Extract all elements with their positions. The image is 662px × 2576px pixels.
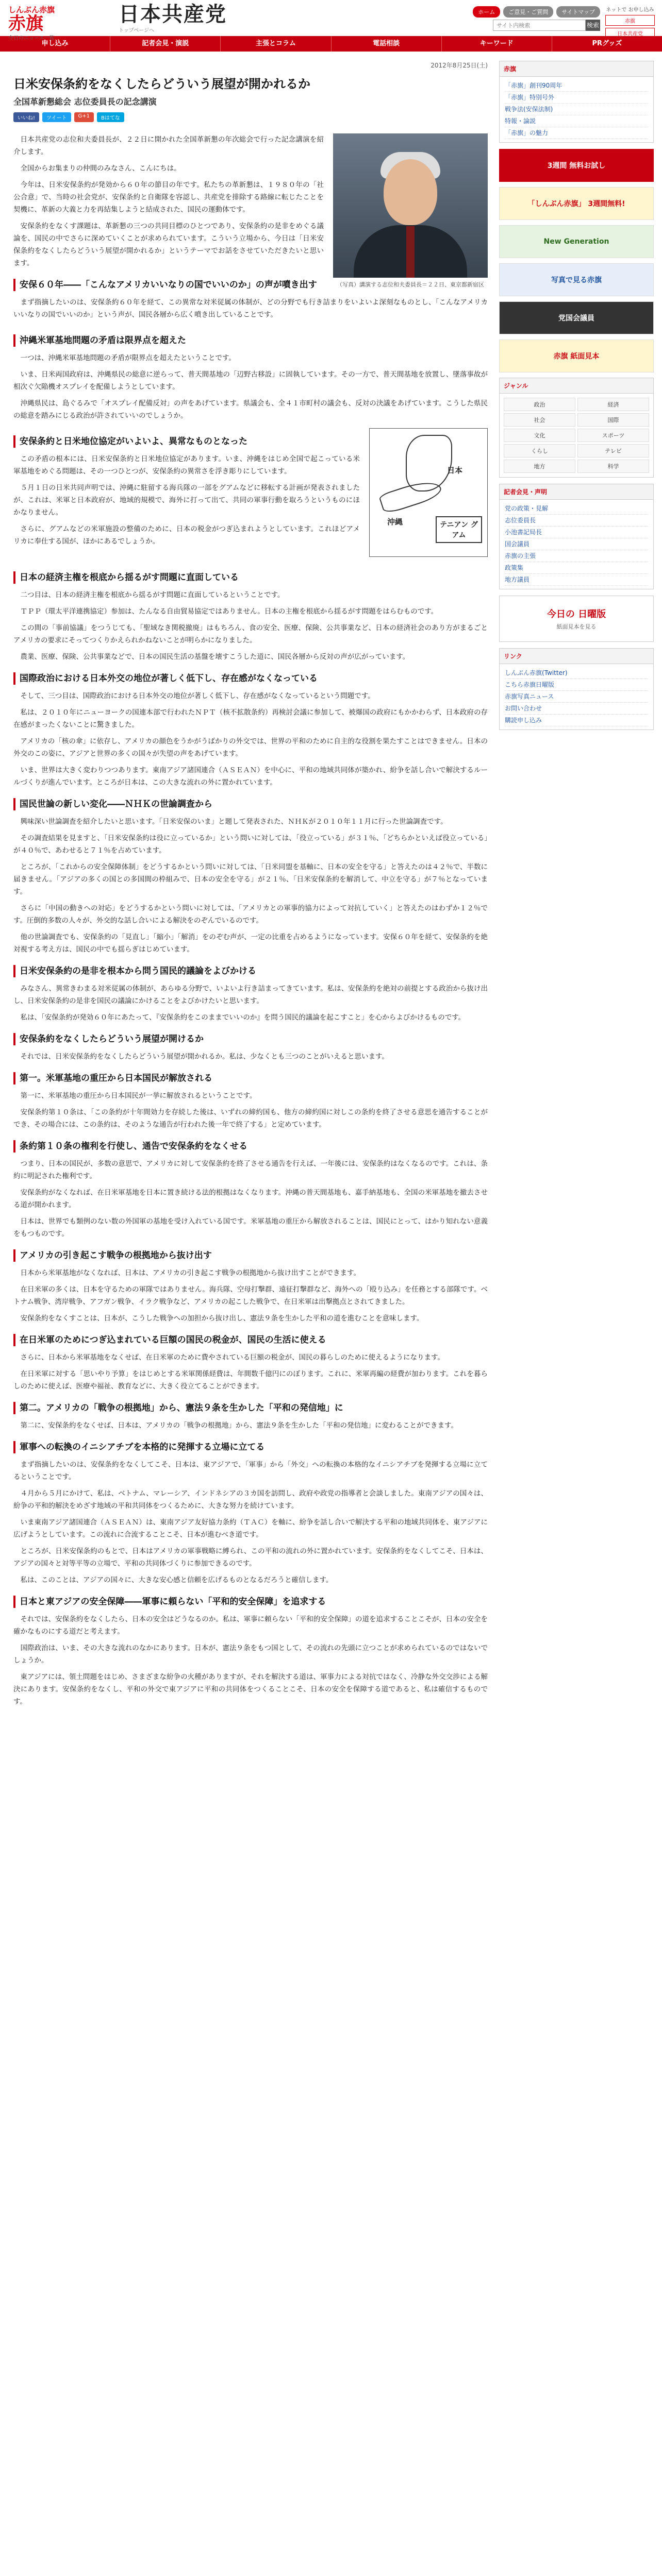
body-paragraph: 私は、２０１０年にニューヨークの国連本部で行われたＮＰＴ（核不拡散条約）再検討会議に参加して、被爆国の政府にもかかわらず、日本政府の存在感がまったくないことに驚きました。 xyxy=(13,708,488,729)
body-paragraph: ところが、「これからの安全保障体制」をどうするかという問いに対しては、「日米同盟を基軸に、日本の安全を守る」と答えたのは４２％で、半数に届きません。「アジアの多くの国との多国間の枠組みで、日本の安全を守る」が２１％、「日米安保条約を解消して、中立を守る」が７％となっています。 xyxy=(13,863,488,896)
section-heading: 安保条約と日米地位協定がいよいよ、異常なものとなった xyxy=(13,435,488,448)
body-paragraph: その調査結果を見ますと、「日米安保条約は役に立っているか」という問いに対しては、「役立っている」が３１％、「どちらかといえば役立っている」が４０％で、あわせると７１％を占めています。 xyxy=(13,834,488,855)
sidebar-press-box xyxy=(499,484,654,589)
genre-link[interactable]: くらし xyxy=(504,444,575,457)
genre-link[interactable]: 科学 xyxy=(577,460,649,473)
body-paragraph: ４月から５月にかけて、私は、ベトナム、マレーシア、インドネシアの３カ国を訪問し、政府や政党の指導者と会談しました。東南アジアの国々は、紛争の平和的解決をめざす地域の平和共同体をつくるために、大きな努力を続けています。 xyxy=(13,1489,488,1510)
akahata-logo[interactable] xyxy=(8,4,111,41)
jcp-logo-main: 日本共産党 xyxy=(119,2,227,26)
article-date: 2012年8月25日(土) xyxy=(431,62,488,69)
body-paragraph: 第一に、米軍基地の重圧から日本国民が一挙に解放されるということです。 xyxy=(20,1092,257,1100)
section-heading: 日本の経済主権を根底から揺るがす問題に直面している xyxy=(13,571,488,584)
photo-akahata-banner[interactable]: 写真で見る赤旗 xyxy=(499,263,654,296)
genre-link[interactable]: 社会 xyxy=(504,413,575,427)
body-paragraph: 興味深い世論調査を紹介したいと思います。「日米安保のいま」と題して発表された、ＮＨＫが２０１０年１１月に行った世論調査です。 xyxy=(20,818,448,826)
body-paragraph: いま東南アジア諸国連合（ＡＳＥＡＮ）は、東南アジア友好協力条約（ＴＡＣ）を軸に、紛争を話し合いで解決する平和の地域共同体を、東アジアに広げようとしています。この流れに合流することこそ、日本が進むべき道です。 xyxy=(13,1518,488,1539)
sample-paper-banner[interactable]: 赤旗 紙面見本 xyxy=(499,340,654,372)
site-header xyxy=(0,0,662,41)
sidebar-link[interactable]: こちら赤旗日曜版 xyxy=(505,679,648,691)
intro-paragraph: 日本共産党の志位和夫委員長が、２２日に開かれた全国革新懇の年次総会で行った記念講演を紹介します。 xyxy=(13,135,324,156)
facebook-like-button[interactable]: いいね! xyxy=(13,112,39,122)
article-lead xyxy=(13,133,488,325)
section-heading: 軍事への転換のイニシアチブを本格的に発揮する立場に立てる xyxy=(13,1441,488,1453)
body-paragraph: 沖縄県民は、島ぐるみで「オスプレイ配備反対」の声をあげています。県議会も、全４１市町村の議会も、反対の決議をあげています。こうした県民の総意を踏みにじる政治が許されていいのでしょうか。 xyxy=(13,399,488,420)
body-paragraph: 日本は、世界でも類例のない数の外国軍の基地を受け入れている国です。米軍基地の重圧から解放されることは、国民にとって、はかり知れない意義をもつものです。 xyxy=(13,1217,488,1238)
nav-item-phone[interactable]: 電話相談 xyxy=(332,36,442,52)
nav-item-goods[interactable]: PRグッズ xyxy=(592,40,622,47)
map-label-guam: テニアン グアム xyxy=(436,516,482,543)
section-heading: 国民世論の新しい変化――ＮＨＫの世論調査から xyxy=(13,798,488,810)
genre-link[interactable]: 政治 xyxy=(504,398,575,411)
sidebar-link[interactable]: 政策集 xyxy=(505,562,648,574)
body-paragraph: 農業、医療、保険、公共事業などで、日本の国民生活の基盤を壊すこうした道に、国民各層から反対の声が広がっています。 xyxy=(20,653,410,661)
body-paragraph: 他の世論調査でも、安保条約の「見直し」「縮小」「解消」をのぞむ声が、一定の比重を占めるようになっています。安保６０年を経て、安保条約を絶対視する考え方は、国民の中でも揺らぎはじめています。 xyxy=(13,933,488,954)
sitemap-link[interactable]: サイトマップ xyxy=(556,6,600,18)
speaker-photo-box xyxy=(333,133,488,289)
sidebar-link[interactable]: 購読申し込み xyxy=(505,715,648,726)
body-paragraph: さらに、グアムなどの米軍施設の整備のために、日本の税金がつぎ込まれようとしています。これほどアメリカに奉仕する国が、ほかにあるでしょうか。 xyxy=(13,525,360,546)
body-paragraph: 二つ目は、日本の経済主権を根底から揺るがす問題に直面しているということです。 xyxy=(20,591,285,599)
akahata-logo-tag: 今日のニュース一覧 xyxy=(8,36,55,41)
nav-item-press[interactable]: 記者会見・演説 xyxy=(110,36,221,52)
body-paragraph: 第二に、安保条約をなくせば、日本は、アメリカの「戦争の根拠地」から、憲法９条を生かした「平和の発信地」に変わることができます。 xyxy=(20,1421,458,1430)
map-label-okinawa: 沖縄 xyxy=(387,517,403,527)
section-heading: 日米安保条約の是非を根本から問う国民的議論をよびかける xyxy=(13,965,488,977)
google-plus-button[interactable]: G+1 xyxy=(74,112,94,122)
genre-link[interactable]: 文化 xyxy=(504,429,575,442)
body-paragraph: 私は、このことは、アジアの国々に、大きな安心感と信頼を広げるものとなるだろうと確信します。 xyxy=(20,1576,333,1584)
body-paragraph: 日本から米軍基地がなくなれば、日本は、アメリカの引き起こす戦争の根拠地から抜け出すことができます。 xyxy=(20,1269,360,1277)
nav-item-editorial[interactable]: 主張とコラム xyxy=(221,36,331,52)
sidebar-link[interactable]: 党の政策・見解 xyxy=(505,503,648,515)
body-paragraph: ところが、日米安保条約のもとで、日本はアメリカの軍事戦略に縛られ、この平和の流れの外に置かれています。安保条約をなくしてこそ、日本は、アジアの国々と対等平等の立場で、平和の共同体づくりに参加できるのです。 xyxy=(13,1547,488,1568)
body-paragraph: まず指摘したいのは、安保条約６０年を経て、この異常な対米従属の体制が、どの分野でも行き詰まりをいよいよ深刻なものとし、「こんなアメリカいいなりの国でいいのか」という声が、国民各層から広く噴き出していることです。 xyxy=(13,298,488,319)
home-link[interactable]: ホーム xyxy=(473,6,500,18)
genre-link[interactable]: 経済 xyxy=(577,398,649,411)
hatena-button[interactable]: Bはてな xyxy=(97,112,124,122)
section-heading: 安保条約をなくしたらどういう展望が開けるか xyxy=(13,1033,488,1045)
section-heading: 安保６０年――「こんなアメリカいいなりの国でいいのか」の声が噴き出す xyxy=(13,279,488,291)
sidebar-genre-box xyxy=(499,378,654,478)
body-paragraph: いま、日米両国政府は、沖縄県民の総意に逆らって、普天間基地の「辺野古移設」に固執しています。その一方で、普天間基地を放置し、墜落事故が相次ぐ欠陥機オスプレイを配備しようとしています。 xyxy=(13,370,488,391)
nav-item-apply[interactable]: 申し込み xyxy=(0,36,110,52)
article-title: 日米安保条約をなくしたらどういう展望が開かれるか xyxy=(13,77,310,91)
search-input[interactable] xyxy=(493,20,586,31)
section-heading: 沖縄米軍基地問題の矛盾は限界点を超えた xyxy=(13,334,488,347)
body-paragraph: 安保条約がなくなれば、在日米軍基地を日本に置き続ける法的根拠はなくなります。沖縄の普天間基地も、嘉手納基地も、全国の米軍基地を撤去させる道が開かれます。 xyxy=(13,1189,488,1209)
section-heading: アメリカの引き起こす戦争の根拠地から抜け出す xyxy=(13,1249,488,1262)
body-paragraph: 国際政治は、いま、その大きな流れのなかにあります。日本が、憲法９条をもつ国として、その流れの先頭に立つことが求められているのではないでしょうか。 xyxy=(13,1644,488,1665)
sidebar-link[interactable]: 小池書記局長 xyxy=(505,527,648,538)
sidebar-links-box xyxy=(499,648,654,730)
body-paragraph: ５月１日の日米共同声明では、沖縄に駐留する海兵隊の一部をグアムなどに移転する計画が発表されましたが、これは、米軍と日本政府が、地域的規模で、海外に打って出て、共同の軍事行動を取ろうというものにほかなりません。 xyxy=(13,484,360,517)
sidebar-link[interactable]: 赤旗の主張 xyxy=(505,550,648,562)
intro-paragraph: 安保条約をなくす課題は、革新懇の三つの共同目標のひとつであり、安保条約の是非をめぐる議論を、国民の中でさらに深めていくことが求められています。こういう立場から、今日は「日米安保条約をなくしたらどういう展望が開かれるか」というテーマでお話をさせていただきたいと思います。 xyxy=(13,222,324,267)
body-paragraph: そして、三つ目は、国際政治における日本外交の地位が著しく低下し、存在感がなくなっているという問題です。 xyxy=(20,692,375,700)
speaker-photo xyxy=(333,133,488,278)
body-paragraph: さらに、日本から米軍基地をなくせば、在日米軍のために費やされている巨額の税金が、国民の暮らしのために使えるようになります。 xyxy=(20,1353,444,1362)
article-subtitle: 全国革新懇総会 志位委員長の記念講演 xyxy=(13,97,157,107)
search-button[interactable]: 検索 xyxy=(586,20,600,31)
sidebar-link[interactable]: 赤旗写真ニュース xyxy=(505,691,648,703)
body-paragraph: ＴＰＰ（環太平洋連携協定）参加は、たんなる自由貿易協定ではありません。日本の主権を根底から揺るがす問題をはらむものです。 xyxy=(20,607,438,616)
tweet-button[interactable]: ツイート xyxy=(42,112,71,122)
body-paragraph: 安保条約第１０条は、「この条約が十年間効力を存続した後は、いずれの締約国も、他方の締約国に対しこの条約を終了させる意思を通告することができ、その場合には、この条約は、そのような通告が行われた後一年で終了する」と定めています。 xyxy=(13,1108,488,1129)
share-bar xyxy=(13,112,488,122)
map-section xyxy=(13,426,488,562)
sidebar-link[interactable]: 戦争法(安保法制) xyxy=(505,104,648,115)
subscribe-jcp-link[interactable]: 日本共産党 xyxy=(605,28,655,39)
subscribe-title: ネットで お申し込み xyxy=(606,7,654,13)
body-paragraph: アメリカの「核の傘」に依存し、アメリカの顔色をうかがうばかりの外交では、世界の平和のために自主的な役割を果たすことはできません。日本の外交のこの姿に、アジアと世界の多くの国々が失望の声をあげています。 xyxy=(13,737,488,758)
sidebar-link[interactable]: 「赤旗」特別号外 xyxy=(505,92,648,104)
body-paragraph: まず指摘したいのは、安保条約をなくしてこそ、日本は、東アジアで、「軍事」から「外交」への転換の本格的なイニシアチブを発揮する立場に立てるということです。 xyxy=(13,1461,488,1481)
new-generation-banner[interactable]: New Generation xyxy=(499,225,654,258)
sidebar-akahata-box xyxy=(499,61,654,143)
feedback-link[interactable]: ご意見・ご質問 xyxy=(503,6,553,18)
body-paragraph: 東アジアには、領土問題をはじめ、さまざまな紛争の火種がありますが、それを解決する道は、軍事力による対抗ではなく、冷静な外交交渉による解決にあります。安保条約をなくし、平和の外交で東アジアに平和の共同体をつくることこそ、日本の安全を保障する道であると、私は確信するものです。 xyxy=(13,1673,488,1706)
section-heading: 第二。アメリカの「戦争の根拠地」から、憲法９条を生かした「平和の発信地」に xyxy=(13,1402,488,1414)
body-paragraph: さらに「中国の動きへの対応」をどうするかという問いに対しては、「アメリカとの軍事的協力によって対抗していく」と答えたのはわずか１２％です。圧倒的多数の人々が、外交的な話し合いによる解決をのぞんでいるのです。 xyxy=(13,904,488,925)
body-paragraph: みなさん、異常きわまる対米従属の体制が、あらゆる分野で、いよいよ行き詰まってきています。私は、安保条約を絶対の前提とする政治から抜け出し、日米安保条約の是非を国民の議論にかけることをよびかけたいと思います。 xyxy=(13,985,488,1005)
sidebar xyxy=(499,61,654,2576)
body-paragraph: つまり、日本の国民が、多数の意思で、アメリカに対して安保条約を終了させる通告を行えば、一年後には、安保条約はなくなるのです。これは、条約に明記された権利です。 xyxy=(13,1160,488,1180)
sidebar-link[interactable]: 地方議員 xyxy=(505,574,648,586)
sidebar-link[interactable]: 特報・論説 xyxy=(505,115,648,127)
sidebar-link[interactable]: しんぶん赤旗(Twitter) xyxy=(505,667,648,679)
body-paragraph: それでは、日米安保条約をなくしたらどういう展望が開かれるか。私は、少なくとも三つのことがいえると思います。 xyxy=(20,1053,389,1061)
site-search xyxy=(493,20,600,31)
free-trial-banner[interactable]: 3週間 無料お試し xyxy=(499,149,654,182)
body-paragraph: この矛盾の根本には、日米安保条約と日米地位協定があります。いま、沖縄をはじめ全国で起こっている米軍基地をめぐる問題は、その一つひとつが、安保条約の異常さを浮き彫りにしています。 xyxy=(13,455,360,476)
section-heading: 日本と東アジアの安全保障――軍事に頼らない「平和的安全保障」を追求する xyxy=(13,1596,488,1608)
section-heading: 第一。米軍基地の重圧から日本国民が解放される xyxy=(13,1072,488,1084)
okinawa-guam-map xyxy=(369,428,488,557)
nav-item-keyword[interactable]: キーワード xyxy=(442,36,552,52)
body-paragraph: 安保条約をなくすことは、日本が、こうした戦争への加担から抜け出し、憲法９条を生かした平和の道を進むことを意味します。 xyxy=(20,1314,424,1323)
sunday-edition-title: 今日の 日曜版 xyxy=(547,609,606,620)
page-layout xyxy=(0,61,662,2576)
akahata-logo-main: 赤旗 xyxy=(8,13,43,34)
sidebar-box-title: ジャンル xyxy=(500,378,653,394)
diet-members-banner[interactable]: 党国会議員 xyxy=(499,301,654,334)
sidebar-box-title: リンク xyxy=(500,649,653,664)
body-paragraph: この間の「事前協議」をつうじても、「聖域なき関税撤廃」はもちろん、食の安全、医療、保険、公共事業など、日本の経済社会のあり方がまるごとアメリカの要求にそってつくりかえられかねないことが明らかになりました。 xyxy=(13,624,488,645)
genre-link[interactable]: テレビ xyxy=(577,444,649,457)
sidebar-link[interactable]: お問い合わせ xyxy=(505,703,648,715)
body-paragraph: それでは、安保条約をなくしたら、日本の安全はどうなるのか。私は、軍事に頼らない「平和的安全保障」の道を追求することこそが、日本の安全を確かなものにする道だと考えます。 xyxy=(13,1615,488,1636)
section-heading: 在日米軍のためにつぎ込まれている巨額の国民の税金が、国民の生活に使える xyxy=(13,1334,488,1346)
photo-caption: （写真）講演する志位和夫委員長＝２２日、東京都新宿区 xyxy=(337,281,484,288)
section-heading: 条約第１０条の権利を行使し、通告で安保条約をなくせる xyxy=(13,1140,488,1153)
sunday-edition-box[interactable] xyxy=(499,596,654,642)
jcp-logo[interactable] xyxy=(119,3,253,33)
akahata-logo-top: しんぶん赤旗 xyxy=(8,5,55,14)
sidebar-box-title: 記者会見・声明 xyxy=(500,484,653,500)
sidebar-link[interactable]: 「赤旗」の魅力 xyxy=(505,127,648,139)
three-week-trial-banner[interactable]: 「しんぶん赤旗」 3週間無料! xyxy=(499,187,654,220)
body-paragraph: 在日米軍の多くは、日本を守るための軍隊ではありません。海兵隊、空母打撃群、遠征打撃群など、海外への「殴り込み」を任務とする部隊です。ベトナム戦争、湾岸戦争、アフガン戦争、イラク戦争など、アメリカの起こした戦争で、在日米軍は出撃拠点とされてきました。 xyxy=(13,1285,488,1306)
sidebar-link[interactable]: 志位委員長 xyxy=(505,515,648,527)
body-paragraph: 在日米軍に対する「思いやり予算」をはじめとする米軍関係経費は、年間数千億円にのぼります。これに、米軍再編の経費が加わります。これを暮らしのために使えば、医療や福祉、教育などに、大きく役立てることができます。 xyxy=(13,1370,488,1391)
sunday-edition-sub: 紙面見本を見る xyxy=(556,623,597,630)
body-paragraph: いま、世界は大きく変わりつつあります。東南アジア諸国連合（ＡＳＥＡＮ）を中心に、平和の地域共同体が築かれ、紛争を話し合いで解決するルールづくりが進んでいます。ところが日本は、この大きな流れの外に置かれています。 xyxy=(13,766,488,787)
sidebar-link[interactable]: 「赤旗」創刊90周年 xyxy=(505,80,648,92)
sidebar-link[interactable]: 国会議員 xyxy=(505,538,648,550)
subscribe-akahata-link[interactable]: 赤旗 xyxy=(605,15,655,26)
header-links xyxy=(473,6,600,18)
genre-link[interactable]: スポーツ xyxy=(577,429,649,442)
map-label-japan: 日本 xyxy=(447,466,463,475)
genre-link[interactable]: 地方 xyxy=(504,460,575,473)
body-paragraph: 私は、「安保条約が発効６０年にあたって、『安保条約をこのままでいいのか』を問う国民的議論を起こすこと」を心からよびかけるものです。 xyxy=(20,1013,466,1022)
article xyxy=(13,61,488,2576)
body-paragraph: 一つは、沖縄米軍基地問題の矛盾が限界点を超えたということです。 xyxy=(20,354,236,362)
subscribe-box xyxy=(605,5,655,39)
section-heading: 国際政治における日本外交の地位が著しく低下し、存在感がなくなっている xyxy=(13,672,488,685)
intro-paragraph: 全国からお集まりの仲間のみなさん、こんにちは。 xyxy=(20,164,181,173)
intro-paragraph: 今年は、日米安保条約が発効から６０年の節目の年です。私たちの革新懇は、１９８０年の「社公合意」で、当時の社会党が、安保条約と自衛隊を容認し、共産党を排除する路線に転じたことを契機に、革新の大義と力を再結集しようと結成された、国民の運動体です。 xyxy=(13,181,324,214)
sidebar-box-title: 赤旗 xyxy=(500,61,653,77)
jcp-logo-tag: トップページへ xyxy=(119,28,155,33)
genre-link[interactable]: 国際 xyxy=(577,413,649,427)
